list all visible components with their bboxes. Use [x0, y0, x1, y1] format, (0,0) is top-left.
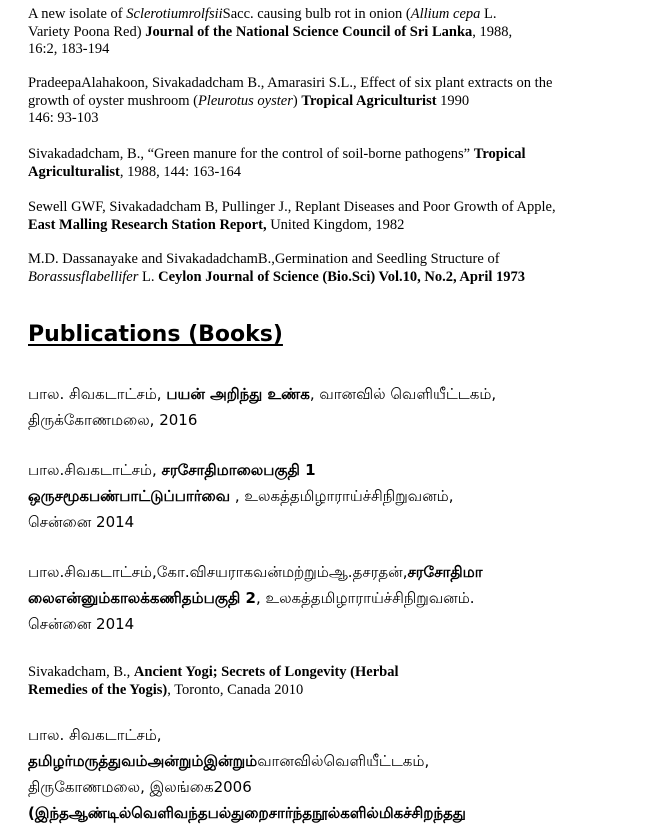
text-run: M.D. Dassanayake and SivakadadchamB.,Germination and Seedling Structure of: [28, 251, 500, 267]
reference-entry: [28, 6, 609, 59]
text-run: 16:2, 183-194: [28, 41, 110, 57]
text-run: Sewell GWF, Sivakadadcham B, Pullinger J., Replant Diseases and Poor Growth of Apple,: [28, 199, 556, 215]
text-run: சரசோதிமா: [407, 563, 483, 581]
text-run: பால.சிவகடாட்சம்,: [28, 461, 162, 479]
text-run: பால. சிவகடாட்சம்,: [28, 385, 167, 403]
section-heading: Publications (Books): [28, 322, 283, 347]
text-run: , வானவில் வெளியீட்டகம்,: [309, 385, 497, 403]
text-run: சரசோதிமாலைபகுதி 1: [161, 461, 316, 479]
text-run: Borassusflabellifer: [28, 268, 139, 285]
text-run: திருக்கோணமலை, 2016: [28, 411, 198, 429]
text-run: ): [292, 92, 302, 109]
text-run: வானவில்வெளியீட்டகம்,: [257, 752, 430, 770]
text-run: 146: 93-103: [28, 110, 99, 126]
text-run: L.: [138, 268, 159, 285]
text-run: Tropical: [473, 146, 526, 162]
text-run: , 1988, 144: 163-164: [119, 163, 242, 180]
book-entry: [28, 559, 619, 637]
text-run: , Toronto, Canada 2010: [167, 682, 304, 698]
text-run: PradeepaAlahakoon, Sivakadadcham B., Amarasiri S.L., Effect of six plant extracts on the: [28, 75, 553, 91]
book-entry: [28, 381, 619, 433]
text-run: Ceylon Journal of Science (Bio.Sci) Vol.10, No.2, April 1973: [158, 268, 526, 285]
text-run: growth of oyster mushroom (: [28, 92, 198, 109]
text-run: சென்னை 2014: [28, 615, 135, 633]
text-run: பயன் அறிந்து உண்க: [166, 385, 310, 403]
reference-entry: [28, 199, 609, 234]
text-run: பால.சிவகடாட்சம்,கோ.விசயராகவன்மற்றும்ஆ.தசரதன்,: [28, 563, 408, 581]
text-run: ஒருசமூகபண்பாட்டுப்பார்வை: [28, 487, 231, 505]
text-run: சென்னை 2014: [28, 513, 135, 531]
text-run: Variety Poona Red): [28, 23, 146, 40]
text-run: , உலகத்தமிழாராய்ச்சிநிறுவனம்.: [255, 589, 475, 607]
text-run: Journal of the National Science Council of Sri Lanka: [145, 23, 473, 40]
text-run: லைஎன்னும்காலக்கணிதம்பகுதி 2: [28, 589, 256, 607]
text-run: Sclerotiumrolfsii: [126, 6, 223, 22]
text-run: Allium cepa: [410, 6, 481, 22]
reference-entry: [28, 75, 609, 128]
text-run: 1990: [436, 92, 470, 109]
text-run: Sacc. causing bulb rot in onion (: [222, 6, 411, 22]
text-run: (இந்தஆண்டில்வெளிவந்தபல்துறைசார்ந்தநூல்களில்மிகச்சிறந்தது: [28, 804, 466, 822]
text-run: Ancient Yogi; Secrets of Longevity (Herbal: [133, 664, 399, 680]
text-run: தமிழர்மருத்துவம்அன்றும்இன்றும்: [28, 752, 258, 770]
text-run: A new isolate of: [28, 6, 127, 22]
book-entry: [28, 663, 609, 699]
text-run: , 1988,: [472, 23, 513, 40]
text-run: Pleurotus oyster: [197, 92, 293, 109]
text-run: Agriculturalist: [28, 163, 120, 180]
text-run: L.: [480, 6, 497, 22]
text-run: United Kingdom, 1982: [266, 216, 405, 233]
text-run: , உலகத்தமிழாராய்ச்சிநிறுவனம்,: [230, 487, 454, 505]
reference-entry: [28, 251, 609, 286]
text-run: பால. சிவகடாட்சம்,: [28, 726, 162, 744]
book-entry: [28, 457, 619, 535]
text-run: Sivakadadcham, B., “Green manure for the control of soil-borne pathogens”: [28, 146, 474, 162]
text-run: East Malling Research Station Report,: [28, 216, 267, 233]
text-run: Tropical Agriculturist: [301, 92, 437, 109]
book-entry: [28, 722, 619, 826]
reference-entry: [28, 146, 609, 181]
text-run: Remedies of the Yogis): [28, 682, 168, 698]
text-run: Sivakadcham, B.,: [28, 664, 134, 680]
text-run: திருகோணமலை, இலங்கை2006: [28, 778, 252, 796]
